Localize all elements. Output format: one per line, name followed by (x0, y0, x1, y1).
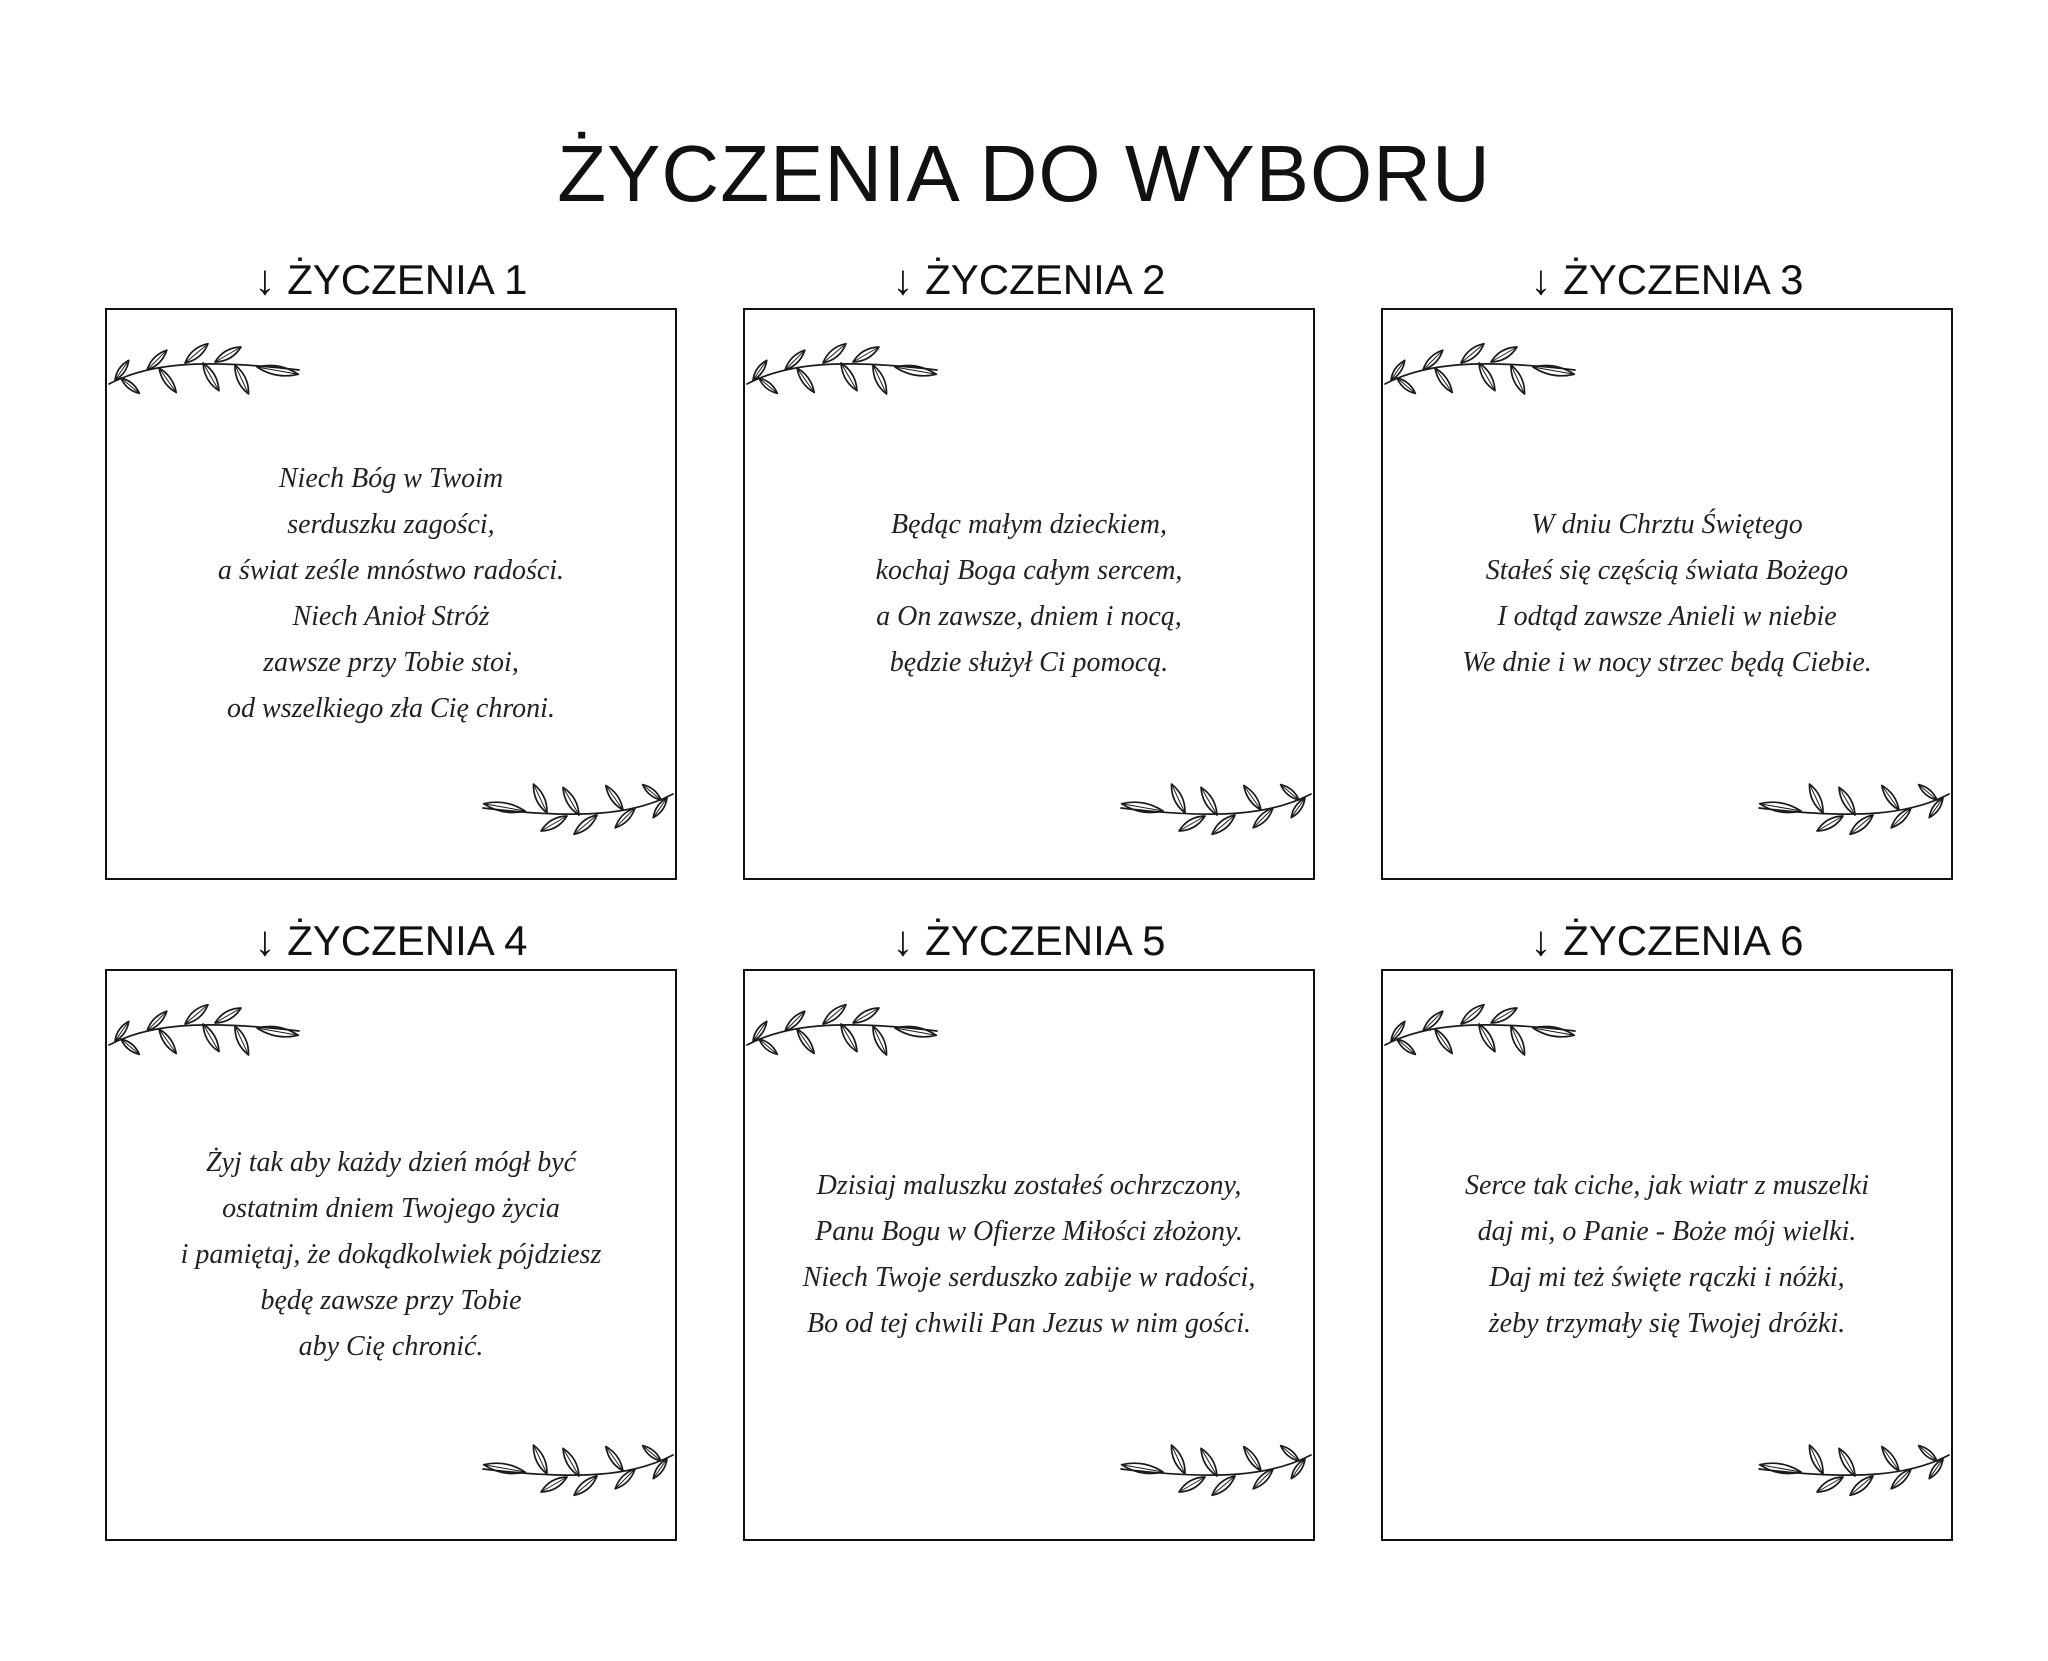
wish-card (743, 969, 1315, 1541)
card-heading: ↓ ŻYCZENIA 2 (892, 256, 1166, 303)
wish-text (188, 456, 594, 732)
wish-line: I odtąd zawsze Anieli w niebie (1497, 601, 1837, 632)
wish-line: Niech Anioł Stróż (292, 601, 490, 632)
leaf-sprig-icon (745, 328, 945, 408)
wish-card (105, 308, 677, 880)
wish-line: Bo od tej chwili Pan Jezus w nim gości. (806, 1308, 1252, 1339)
leaf-sprig-icon (1751, 770, 1951, 850)
leaf-sprig-icon (1383, 328, 1583, 408)
card-cell-3 (1381, 252, 1953, 880)
leaf-sprig-icon (745, 989, 945, 1069)
wish-line: a On zawsze, dniem i nocą, (876, 601, 1182, 632)
card-heading: ↓ ŻYCZENIA 3 (1530, 256, 1804, 303)
card-cell-1 (105, 252, 677, 880)
wish-text (846, 502, 1213, 686)
wish-line: Panu Bogu w Ofierze Miłości złożony. (815, 1216, 1243, 1247)
wish-line: Daj mi też święte rączki i nóżki, (1489, 1262, 1845, 1293)
card-cell-2 (743, 252, 1315, 880)
wish-line: kochaj Boga całym sercem, (875, 555, 1183, 586)
wish-line: i pamiętaj, że dokądkolwiek pójdziesz (180, 1239, 602, 1270)
leaf-sprig-icon (475, 770, 675, 850)
wish-line: Będąc małym dzieckiem, (890, 509, 1167, 540)
wish-text (773, 1163, 1286, 1347)
wish-line: We dnie i w nocy strzec będą Ciebie. (1462, 647, 1872, 678)
leaf-sprig-icon (1113, 770, 1313, 850)
wish-line: aby Cię chronić. (298, 1331, 484, 1362)
wish-line: od wszelkiego zła Cię chroni. (227, 693, 555, 724)
wish-line: zawsze przy Tobie stoi, (263, 647, 519, 678)
wish-line: a świat ześle mnóstwo radości. (217, 555, 565, 586)
wish-card (105, 969, 677, 1541)
leaf-sprig-icon (1113, 1431, 1313, 1511)
leaf-sprig-icon (1751, 1431, 1951, 1511)
wish-line: będzie służył Ci pomocą. (889, 647, 1169, 678)
wish-line: Żyj tak aby każdy dzień mógł być (205, 1147, 577, 1178)
leaf-sprig-icon (1383, 989, 1583, 1069)
wish-line: Serce tak ciche, jak wiatr z muszelki (1464, 1170, 1870, 1201)
wish-line: Stałeś się częścią świata Bożego (1485, 555, 1849, 586)
card-cell-5 (743, 913, 1315, 1541)
card-cell-4 (105, 913, 677, 1541)
card-heading: ↓ ŻYCZENIA 6 (1530, 917, 1804, 964)
page-title: ŻYCZENIA DO WYBORU (557, 129, 1491, 218)
wish-text (151, 1140, 632, 1370)
card-heading: ↓ ŻYCZENIA 4 (254, 917, 528, 964)
wish-line: żeby trzymały się Twojej dróżki. (1488, 1308, 1846, 1339)
leaf-sprig-icon (107, 328, 307, 408)
card-cell-6 (1381, 913, 1953, 1541)
wish-card (1381, 969, 1953, 1541)
wish-line: ostatnim dniem Twojego życia (222, 1193, 560, 1224)
leaf-sprig-icon (107, 989, 307, 1069)
card-heading: ↓ ŻYCZENIA 1 (254, 256, 528, 303)
wish-text (1432, 502, 1902, 686)
wish-line: Dzisiaj maluszku zostałeś ochrzczony, (816, 1170, 1242, 1201)
wish-line: Niech Bóg w Twoim (278, 463, 504, 494)
card-heading: ↓ ŻYCZENIA 5 (892, 917, 1166, 964)
wish-card (1381, 308, 1953, 880)
wish-line: będę zawsze przy Tobie (260, 1285, 522, 1316)
leaf-sprig-icon (475, 1431, 675, 1511)
wish-line: serduszku zagości, (287, 509, 495, 540)
wish-text (1435, 1163, 1899, 1347)
wish-line: Niech Twoje serduszko zabije w radości, (802, 1262, 1256, 1293)
wish-line: daj mi, o Panie - Boże mój wielki. (1477, 1216, 1857, 1247)
wish-card (743, 308, 1315, 880)
wish-line: W dniu Chrztu Świętego (1531, 509, 1803, 540)
